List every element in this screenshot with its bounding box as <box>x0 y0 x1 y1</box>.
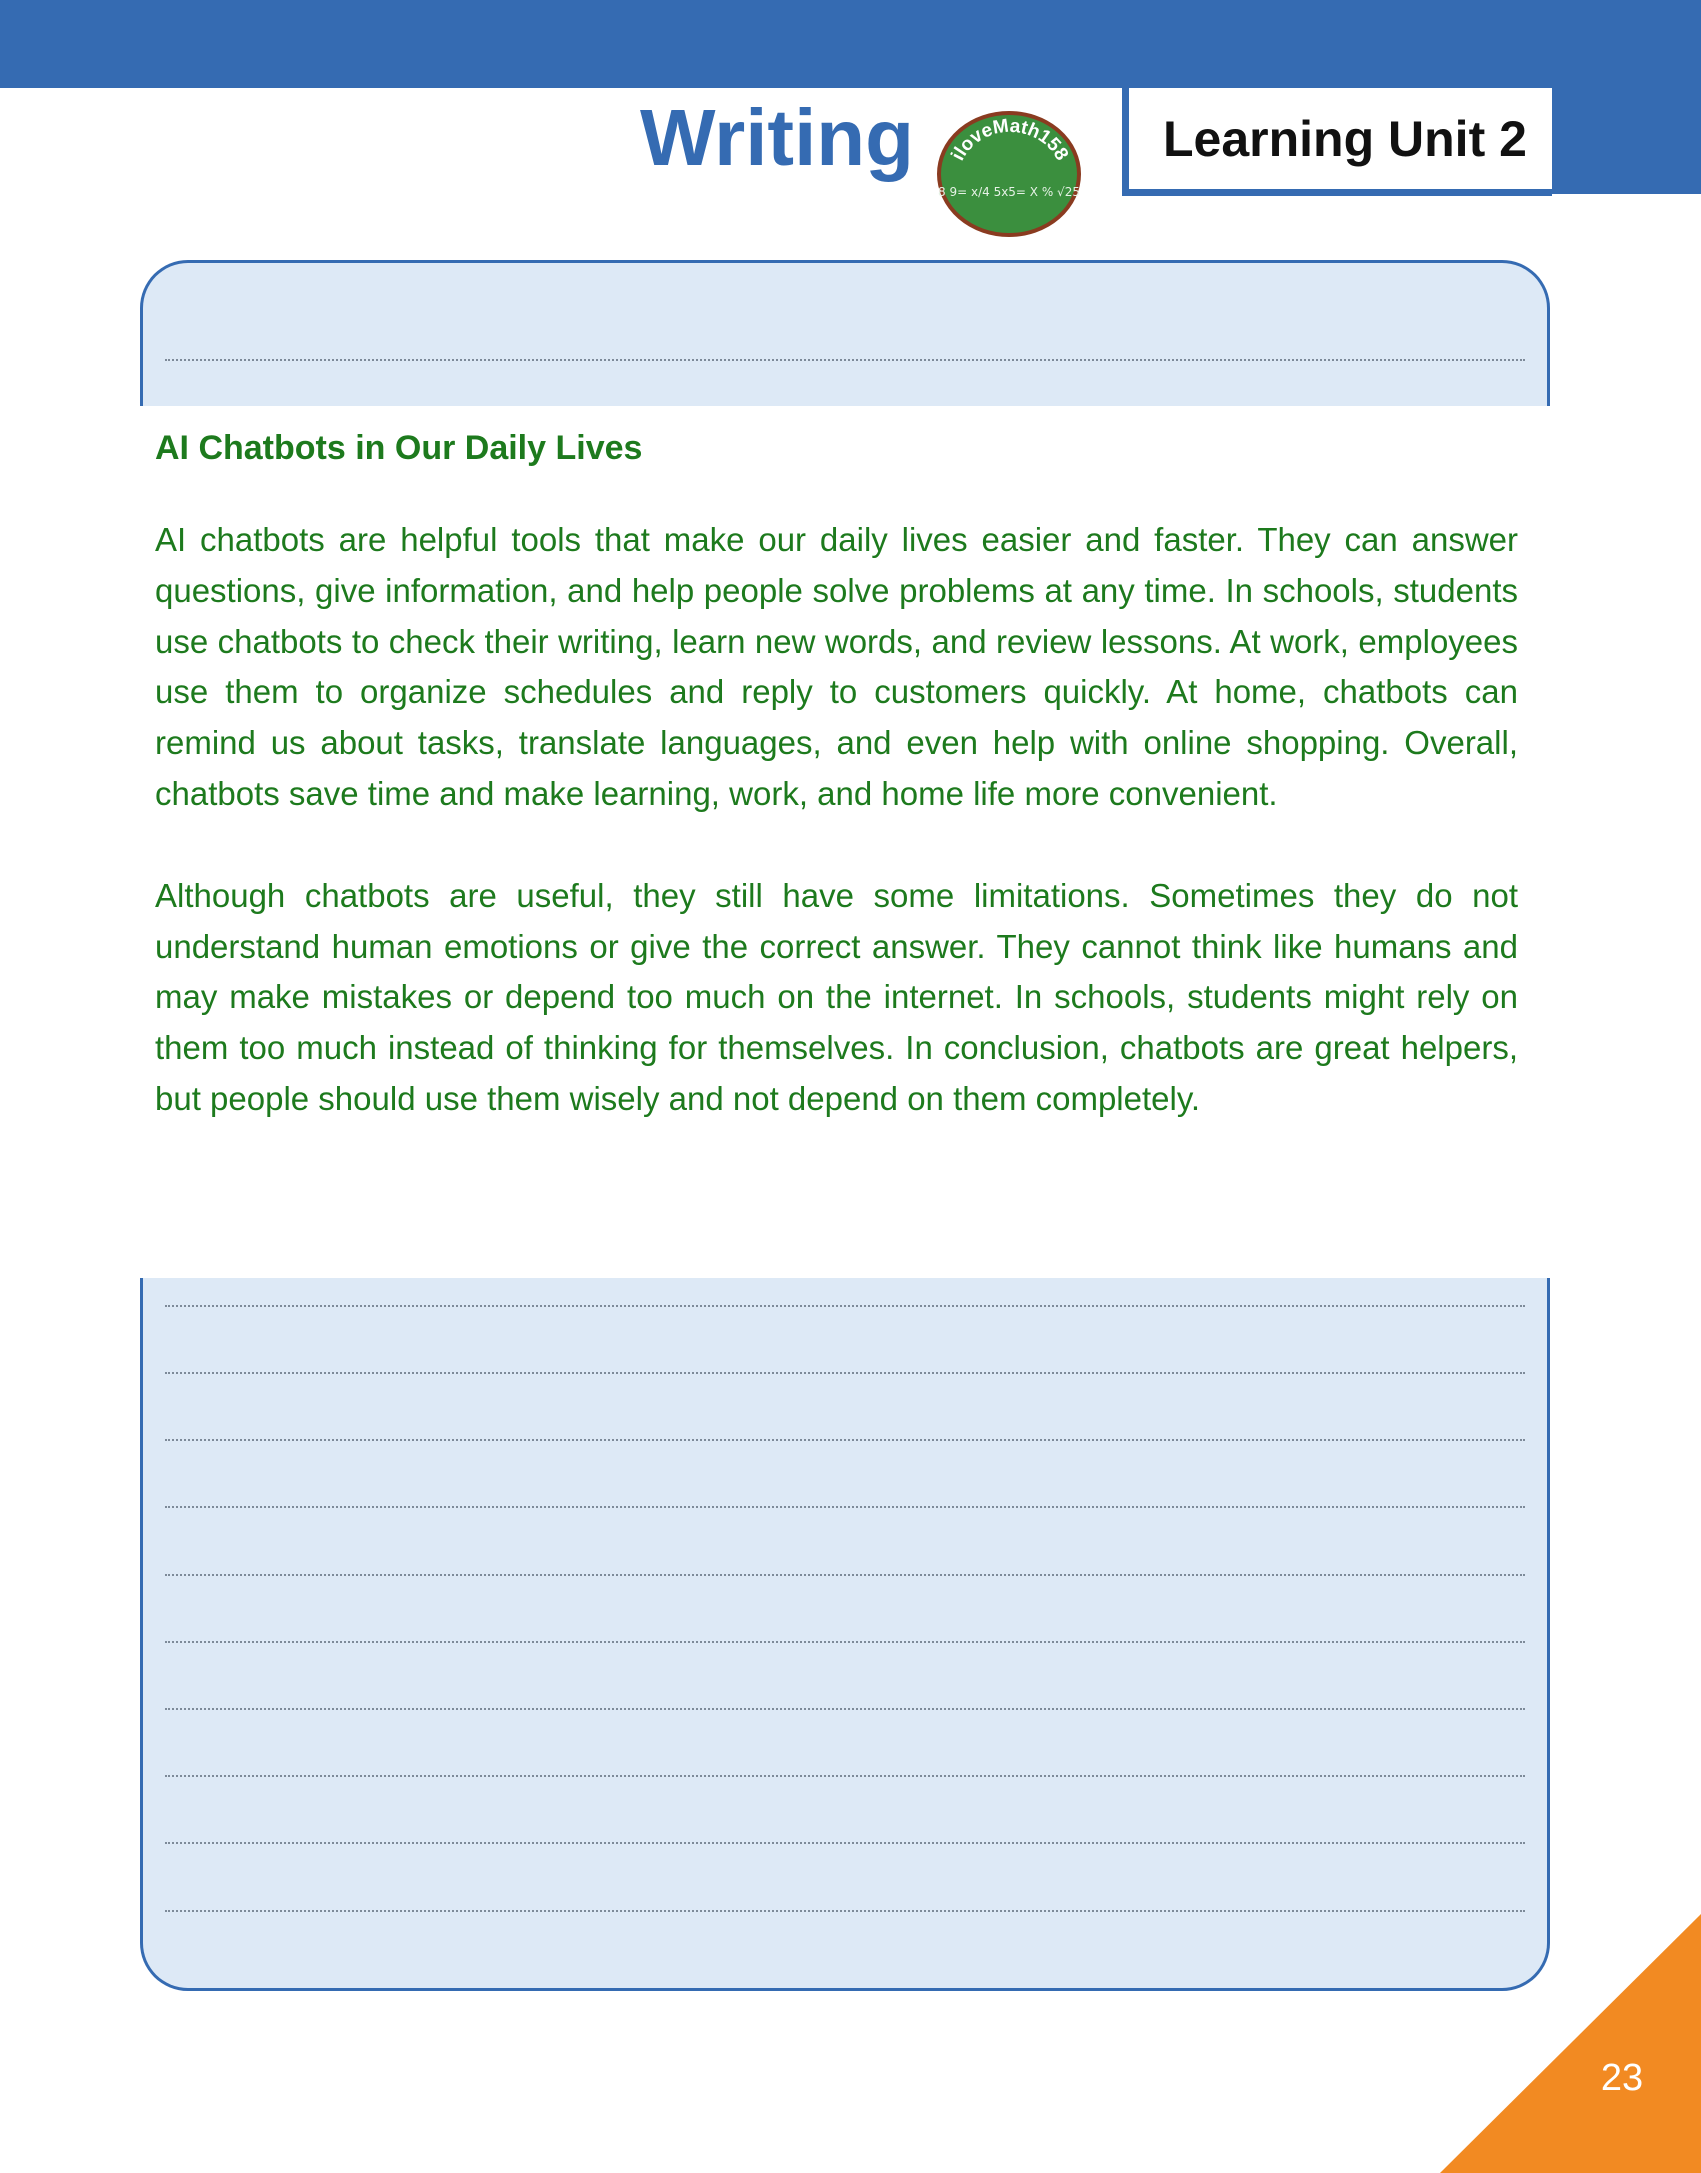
logo-symbols: 8 9= x/4 5x5= X % √25 <box>938 185 1080 199</box>
page-title: Writing <box>640 93 915 182</box>
writing-line[interactable] <box>165 1305 1525 1307</box>
writing-line[interactable] <box>165 1641 1525 1643</box>
ilovemath-logo <box>936 110 1082 238</box>
writing-line[interactable] <box>165 1372 1525 1374</box>
essay-paragraph-1: AI chatbots are helpful tools that make our daily lives easier and faster. They can answer questions, give information, and help people solve problems at any time. In schools, students use chatbots to check their writing, learn new words, and review lessons. At work, employees use them to organize schedules and reply to customers quickly. At home, chatbots can remind us about tasks, translate languages, and even help with online shopping. Overall, chatbots save time and make learning, work, and home life more convenient. <box>155 521 1518 812</box>
writing-line[interactable] <box>165 359 1525 361</box>
writing-line[interactable] <box>165 1506 1525 1508</box>
writing-line[interactable] <box>165 1708 1525 1710</box>
logo-text: iloveMath158 <box>947 115 1073 165</box>
writing-line[interactable] <box>165 1775 1525 1777</box>
header-band <box>0 0 1701 88</box>
writing-panel-top <box>140 260 1550 406</box>
writing-line[interactable] <box>165 1842 1525 1844</box>
unit-label-box <box>1122 88 1552 196</box>
page-corner-triangle <box>1440 1914 1701 2173</box>
writing-line[interactable] <box>165 1439 1525 1441</box>
essay-title: AI Chatbots in Our Daily Lives <box>155 429 643 467</box>
header-side-band <box>1552 88 1701 194</box>
essay-paragraph-2: Although chatbots are useful, they still have some limitations. Sometimes they do not understand human emotions or give the correct answer. They cannot think like humans and may make mistakes or depend too much on the internet. In schools, students might rely on them too much instead of thinking for themselves. In conclusion, chatbots are great helpers, but people should use them wisely and not depend on them completely. <box>155 876 1518 1117</box>
unit-label: Learning Unit 2 <box>1163 110 1527 167</box>
writing-panel-bottom <box>140 1278 1550 1991</box>
page-number: 23 <box>1600 2057 1644 2099</box>
essay <box>155 424 1518 1176</box>
writing-line[interactable] <box>165 1910 1525 1912</box>
writing-line[interactable] <box>165 1574 1525 1576</box>
